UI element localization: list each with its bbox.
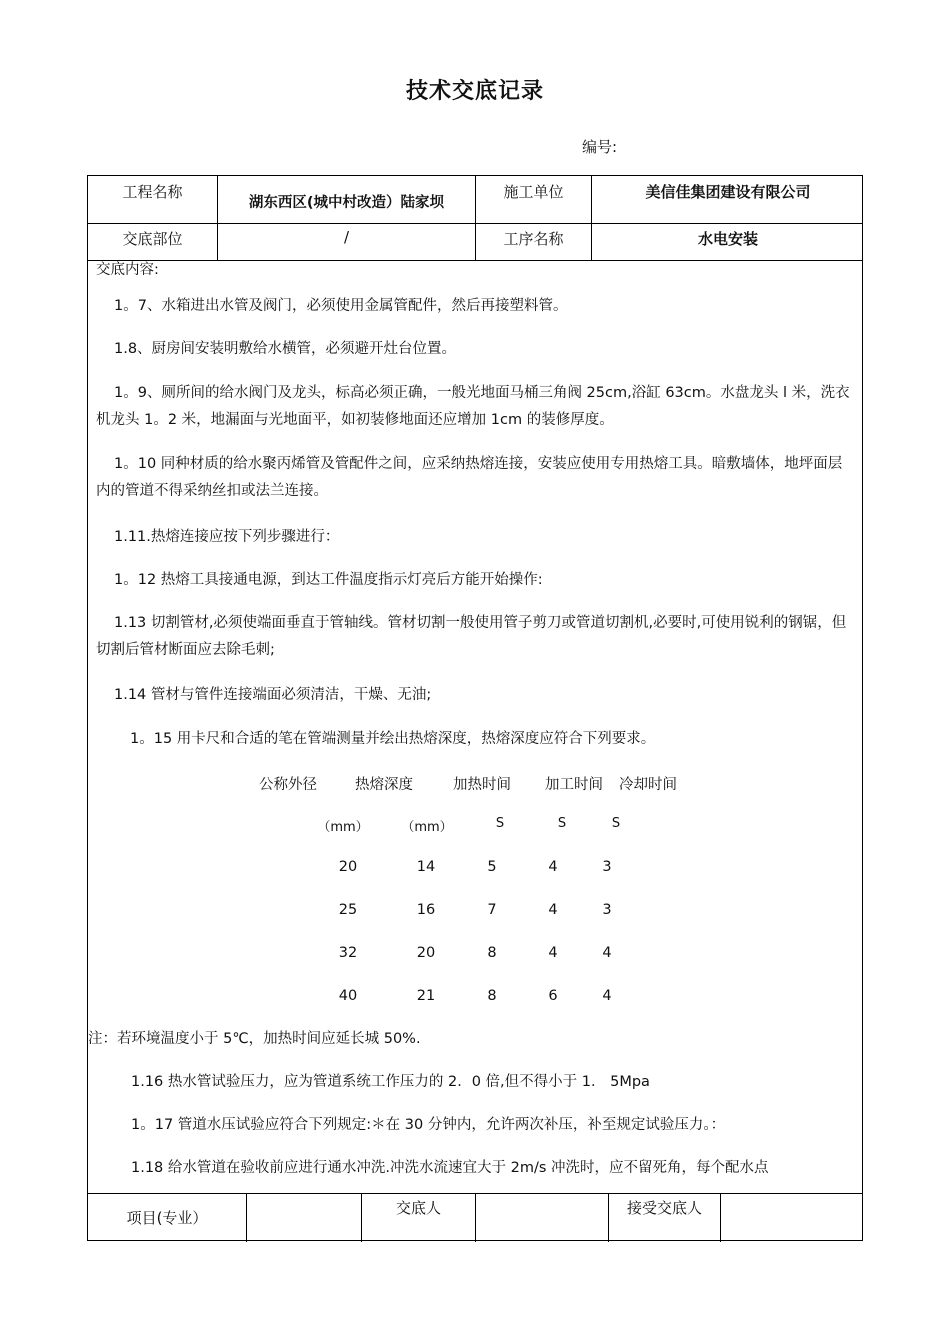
table-cell: 14 <box>416 859 436 875</box>
table-header-cell: 加热时间 <box>453 777 511 793</box>
divider <box>217 176 218 260</box>
table-cell: 8 <box>487 988 497 1004</box>
table-cell: 40 <box>338 988 358 1004</box>
divider <box>475 1193 476 1242</box>
table-cell: 5 <box>487 859 497 875</box>
table-header-cell: 加工时间 <box>545 777 603 793</box>
table-cell: 4 <box>548 945 558 961</box>
project-name-label: 工程名称 <box>122 183 183 201</box>
content-paragraph: 1.14 管材与管件连接端面必须清洁，干燥、无油; <box>114 687 432 703</box>
table-cell: 6 <box>548 988 558 1004</box>
table-cell: 3 <box>602 902 612 918</box>
table-header-cell: 公称外径 <box>259 777 317 793</box>
process-name-value: 水电安装 <box>697 230 758 248</box>
project-name-value: 湖东西区(城中村改造）陆家坝 <box>248 195 445 211</box>
table-cell: 3 <box>602 859 612 875</box>
table-header-cell: 冷却时间 <box>619 777 677 793</box>
table-header-cell: 热熔深度 <box>355 777 413 793</box>
disclosure-part-label: 交底部位 <box>122 230 183 248</box>
table-cell: 4 <box>548 902 558 918</box>
table-unit-cell: S <box>495 816 505 831</box>
record-form <box>87 175 863 1241</box>
content-paragraph: 1。10 同种材质的给水聚丙烯管及管配件之间，应采纳热熔连接，安装应使用专用热熔工具。暗敷墙体，地坪面层内的管道不得采纳丝扣或法兰连接。 <box>96 456 843 499</box>
project-specialty-label: 项目(专业） <box>126 1209 208 1227</box>
content-paragraph: 1。9、厕所间的给水阀门及龙头，标高必须正确，一般光地面马桶三角阀 25cm,浴缸 63cm。水盘龙头 l 米，洗衣机龙头 1。2 米，地漏面与光地面平，如初装修地面还应增加 1cm 的装修厚度。 <box>96 385 850 428</box>
table-cell: 21 <box>416 988 436 1004</box>
table-unit-cell: S <box>557 816 567 831</box>
table-cell: 25 <box>338 902 358 918</box>
contractor-value: 美信佳集团建设有限公司 <box>645 183 811 201</box>
contractor-label: 施工单位 <box>503 183 564 201</box>
page-title: 技术交底记录 <box>405 79 544 104</box>
table-cell: 20 <box>338 859 358 875</box>
table-row <box>96 988 854 1010</box>
table-row <box>96 945 854 967</box>
fusion-table-units <box>96 816 854 838</box>
fusion-table-header <box>96 773 854 795</box>
table-row <box>96 902 854 924</box>
divider <box>246 1193 247 1242</box>
content-label: 交底内容: <box>96 262 159 278</box>
table-unit-cell: S <box>611 816 621 831</box>
table-cell: 4 <box>602 945 612 961</box>
content-paragraph: 1。17 管道水压试验应符合下列规定:＊在 30 分钟内，允许两次补压，补至规定试验压力。： <box>131 1117 726 1133</box>
process-name-label: 工序名称 <box>503 230 564 248</box>
serial-number-label: 编号: <box>582 138 618 156</box>
content-paragraph: 1.16 热水管试验压力，应为管道系统工作压力的 2．0 倍,但不得小于 1． 5Mpa <box>131 1074 650 1090</box>
disclosure-part-value: / <box>343 228 350 246</box>
table-cell: 4 <box>602 988 612 1004</box>
content-paragraph: 1。15 用卡尺和合适的笔在管端测量并绘出热熔深度，热熔深度应符合下列要求。 <box>130 731 656 747</box>
table-cell: 32 <box>338 945 358 961</box>
table-cell: 8 <box>487 945 497 961</box>
table-cell: 4 <box>548 859 558 875</box>
divider <box>720 1193 721 1242</box>
temperature-note: 注：若环境温度小于 5℃，加热时间应延长城 50%. <box>88 1031 421 1047</box>
table-cell: 20 <box>416 945 436 961</box>
table-cell: 16 <box>416 902 436 918</box>
receiver-label: 接受交底人 <box>626 1199 702 1217</box>
content-paragraph: 1。7、水箱进出水管及阀门，必须使用金属管配件，然后再接塑料管。 <box>114 298 568 314</box>
content-paragraph: 1.8、厨房间安装明敷给水横管，必须避开灶台位置。 <box>114 341 457 357</box>
content-paragraph: 1.11.热熔连接应按下列步骤进行： <box>114 529 340 545</box>
content-paragraph: 1。12 热熔工具接通电源，到达工件温度指示灯亮后方能开始操作: <box>114 572 543 588</box>
table-unit-cell: （mm） <box>317 820 369 835</box>
table-row <box>96 859 854 881</box>
table-cell: 7 <box>487 902 497 918</box>
discloser-label: 交底人 <box>395 1199 441 1217</box>
content-paragraph: 1.18 给水管道在验收前应进行通水冲洗.冲洗水流速宜大于 2m/s 冲洗时，应不留死角，每个配水点 <box>131 1160 769 1176</box>
table-unit-cell: （mm） <box>401 820 453 835</box>
content-paragraph: 1.13 切割管材,必须使端面垂直于管轴线。管材切割一般使用管子剪刀或管道切割机,必要时,可使用锐利的钢锯，但切割后管材断面应去除毛刺; <box>96 615 847 658</box>
